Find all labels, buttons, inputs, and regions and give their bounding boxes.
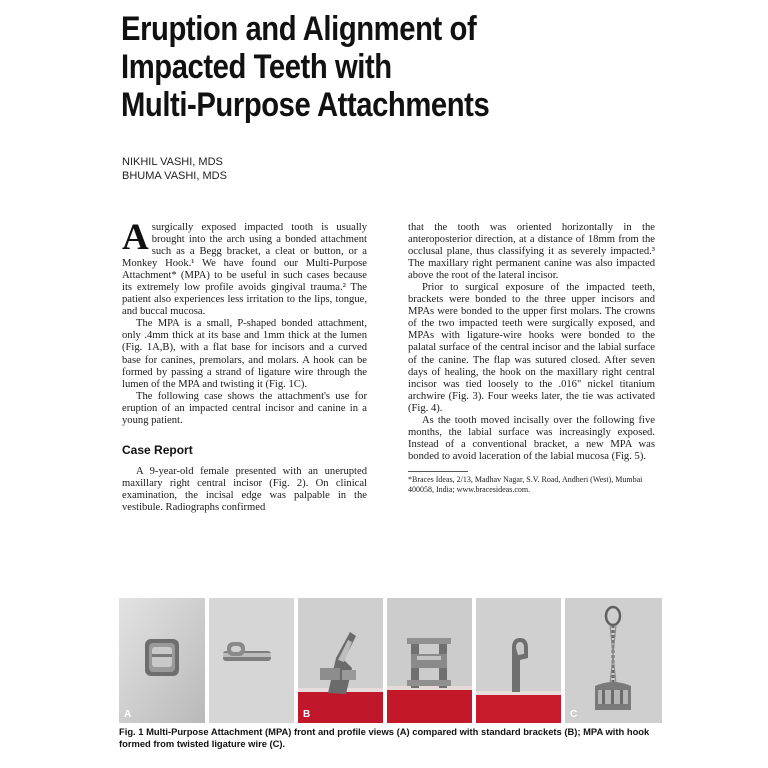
- bracket-image-1: [298, 598, 383, 723]
- photo-mpa-profile: [209, 598, 294, 723]
- title-line: Impacted Teeth with: [121, 48, 392, 86]
- title-line: Multi-Purpose Attachments: [121, 86, 490, 124]
- author-name: NIKHIL VASHI, MDS: [122, 156, 223, 168]
- left-column: [122, 217, 367, 514]
- article-title: [121, 10, 637, 124]
- intro-paragraph: [122, 217, 367, 318]
- author-list: [122, 155, 227, 183]
- footnote: *Braces Ideas, 2/13, Madhav Nagar, S.V. Road, Andheri (West), Mumbai 400058, India; www.bracesideas.com.: [408, 474, 643, 494]
- section-heading: Case Report: [122, 442, 193, 457]
- drop-cap: A: [122, 217, 149, 258]
- author-name: BHUMA VASHI, MDS: [122, 170, 227, 182]
- title-line: Eruption and Alignment of: [121, 10, 477, 48]
- photo-mpa-front: [119, 598, 205, 723]
- panel-label: C: [570, 709, 578, 720]
- figure-caption: Fig. 1 Multi-Purpose Attachment (MPA) front and profile views (A) compared with standard brackets (B); MPA with hook formed from twisted ligature wire (C).: [119, 726, 650, 749]
- mpa-hook-image: [565, 598, 662, 723]
- body-paragraph: As the tooth moved incisally over the following five months, the labial surface was increasingly exposed. Instead of a conventional bracket, a new MPA was bonded to avoid laceration of the labial mucosa (Fig. 5).: [408, 414, 655, 462]
- mpa-front-image: [119, 598, 205, 723]
- figure-1-photos: [119, 598, 662, 723]
- photo-mpa-hook: [565, 598, 662, 723]
- panel-label: A: [124, 709, 132, 720]
- bracket-image-3: [476, 598, 561, 723]
- footnote-divider: [408, 471, 468, 472]
- body-paragraph: The MPA is a small, P-shaped bonded attachment, only .4mm thick at its base and 1mm thick at the lumen (Fig. 1A,B), with a flat base for incisors and a curved base for canines, premolars, and molars. A hook can be formed by passing a strand of ligature wire through the lumen of the MPA and twisting it (Fig. 1C).: [122, 318, 367, 390]
- paragraph-text: surgically exposed impacted tooth is usually brought into the arch using a bonded attachment such as a Begg bracket, a cleat or button, or a Monkey Hook.¹ We have found our Multi-Purpose Attachment* (MPA) to be useful in such cases because its extremely low profile avoids gingival trauma.² The patient also experiences less irritation to the lips, tongue, and buccal mucosa.: [122, 222, 367, 318]
- mpa-profile-image: [209, 598, 294, 723]
- body-paragraph: The following case shows the attachment's use for eruption of an impacted central incisor and canine in a young patient.: [122, 390, 367, 426]
- photo-bracket-2: [387, 598, 472, 723]
- bracket-image-2: [387, 598, 472, 723]
- right-column: [408, 222, 655, 495]
- body-paragraph: Prior to surgical exposure of the impacted teeth, brackets were bonded to the three upper incisors and MPAs were bonded to the upper first molars. The crowns of the two impacted teeth were surgically exposed, and MPAs with ligature-wire hooks were bonded to the palatal surface of the central incisor and the labial surface of the canine. The flap was sutured closed. After seven days of healing, the hook on the maxillary right central incisor was tied loosely to the .016" nickel titanium archwire (Fig. 3). Four weeks later, the tie was activated (Fig. 4).: [408, 282, 655, 414]
- photo-bracket-3: [476, 598, 561, 723]
- photo-bracket-1: [298, 598, 383, 723]
- body-paragraph: A 9-year-old female presented with an unerupted maxillary right central incisor (Fig. 2). On clinical examination, the incisal edge was palpable in the vestibule. Radiographs confirmed: [122, 465, 367, 513]
- panel-label: B: [303, 709, 311, 720]
- body-paragraph: that the tooth was oriented horizontally in the anteroposterior direction, at a distance of 18mm from the occlusal plane, thus classifying it as severely impacted.³ The maxillary right permanent canine was also impacted above the root of the lateral incisor.: [408, 222, 655, 282]
